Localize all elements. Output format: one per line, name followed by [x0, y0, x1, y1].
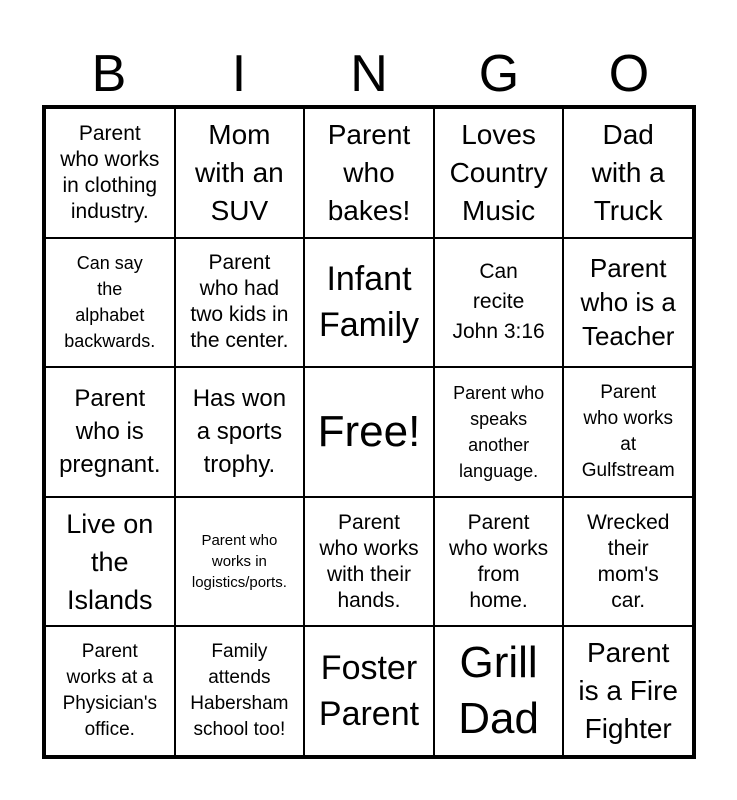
bingo-cell: Parent who works in clothing industry.: [45, 108, 175, 238]
bingo-cell: Grill Dad: [434, 626, 564, 756]
header-letter-n: N: [350, 45, 388, 103]
free-space-cell: Free!: [304, 367, 434, 497]
bingo-header: [44, 44, 694, 104]
bingo-cell: Infant Family: [304, 238, 434, 368]
bingo-cell: Parent who works in logistics/ports.: [175, 497, 305, 627]
bingo-cell: Parent who had two kids in the center.: [175, 238, 305, 368]
bingo-cell: Has won a sports trophy.: [175, 367, 305, 497]
bingo-cell: Live on the Islands: [45, 497, 175, 627]
bingo-cell: Family attends Habersham school too!: [175, 626, 305, 756]
header-letter-i: I: [231, 45, 247, 103]
bingo-cell: Dad with a Truck: [563, 108, 693, 238]
bingo-cell: Parent who is pregnant.: [45, 367, 175, 497]
bingo-cell: Parent who speaks another language.: [434, 367, 564, 497]
bingo-cell: Parent who works from home.: [434, 497, 564, 627]
bingo-cell: Can recite John 3:16: [434, 238, 564, 368]
bingo-cell: Mom with an SUV: [175, 108, 305, 238]
bingo-cell: Wrecked their mom's car.: [563, 497, 693, 627]
bingo-cell: Loves Country Music: [434, 108, 564, 238]
bingo-cell: Parent is a Fire Fighter: [563, 626, 693, 756]
bingo-cell: Can say the alphabet backwards.: [45, 238, 175, 368]
bingo-grid: [42, 105, 696, 759]
header-letter-o: O: [608, 45, 650, 103]
bingo-cell: Foster Parent: [304, 626, 434, 756]
bingo-cell: Parent who bakes!: [304, 108, 434, 238]
header-letter-b: B: [91, 45, 127, 103]
bingo-cell: Parent works at a Physician's office.: [45, 626, 175, 756]
header-letter-g: G: [478, 45, 520, 103]
bingo-cell: Parent who is a Teacher: [563, 238, 693, 368]
bingo-cell: Parent who works with their hands.: [304, 497, 434, 627]
bingo-cell: Parent who works at Gulfstream: [563, 367, 693, 497]
